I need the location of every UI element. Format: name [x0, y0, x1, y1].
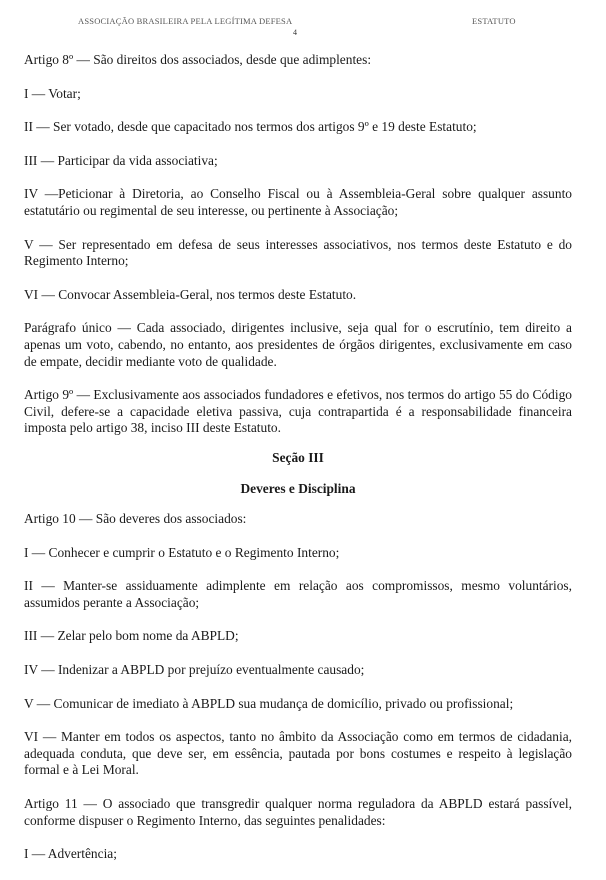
page-number: 4	[293, 28, 298, 37]
article-11-item-1: I — Advertência;	[24, 846, 117, 862]
document-body	[24, 52, 572, 880]
article-8-item-3: III — Participar da vida associativa;	[24, 152, 218, 168]
article-8-item-4: IV —Peticionar à Diretoria, ao Conselho Fiscal ou à Assembleia-Geral sobre qualquer assunto estatutário ou regimental de seu interesse, ou pertinente à Associação;	[24, 186, 572, 218]
article-10-item-4: IV — Indenizar a ABPLD por prejuízo eventualmente causado;	[24, 662, 365, 678]
article-8-item-2: II — Ser votado, desde que capacitado nos termos dos artigos 9º e 19 deste Estatuto;	[24, 119, 477, 135]
header-organization-name: ASSOCIAÇÃO BRASILEIRA PELA LEGÍTIMA DEFESA	[78, 16, 293, 26]
article-11-heading: Artigo 11 — O associado que transgredir qualquer norma reguladora da ABPLD estará passível, conforme dispuser o Regimento Interno, das seguintes penalidades:	[24, 796, 572, 828]
article-8-item-6: VI — Convocar Assembleia-Geral, nos termos deste Estatuto.	[24, 286, 357, 302]
article-10-item-5: V — Comunicar de imediato à ABPLD sua mudança de domicílio, privado ou profissional;	[24, 695, 514, 711]
article-8-item-5: V — Ser representado em defesa de seus interesses associativos, nos termos deste Estatuto e do Regimento Interno;	[24, 236, 572, 269]
page-header	[0, 16, 606, 38]
section-subtitle: Deveres e Disciplina	[240, 480, 356, 496]
article-10-item-2: II — Manter-se assiduamente adimplente em relação aos compromissos, mesmo voluntários, assumidos perante a Associação;	[24, 578, 572, 610]
article-9: Artigo 9º — Exclusivamente aos associados fundadores e efetivos, nos termos do artigo 55 do Código Civil, defere-se a capacidade eletiva passiva, cuja contrapartida é a responsabilidade financeira imposta pelo artigo 38, inciso III deste Estatuto.	[24, 387, 572, 436]
section-title: Seção III	[272, 449, 324, 465]
header-document-type: ESTATUTO	[472, 16, 516, 26]
article-8-item-1: I — Votar;	[24, 85, 81, 101]
article-10-item-3: III — Zelar pelo bom nome da ABPLD;	[24, 628, 239, 644]
article-10-item-6: VI — Manter em todos os aspectos, tanto no âmbito da Associação como em termos de cidadania, adequada conduta, que deve ser, em essência, pautada por bons costumes e respeito à legislação formal e à Lei Moral.	[24, 729, 572, 778]
article-10-item-1: I — Conhecer e cumprir o Estatuto e o Regimento Interno;	[24, 544, 340, 560]
article-10-heading: Artigo 10 — São deveres dos associados:	[24, 511, 247, 527]
article-8-heading: Artigo 8º — São direitos dos associados, desde que adimplentes:	[24, 52, 372, 67]
article-8-sole-paragraph: Parágrafo único — Cada associado, dirigentes inclusive, seja qual for o escrutínio, tem direito a apenas um voto, cabendo, no entanto, aos presidentes de órgãos dirigentes, exclusivamente em caso de empate, decidir mediante voto de qualidade.	[24, 320, 572, 369]
